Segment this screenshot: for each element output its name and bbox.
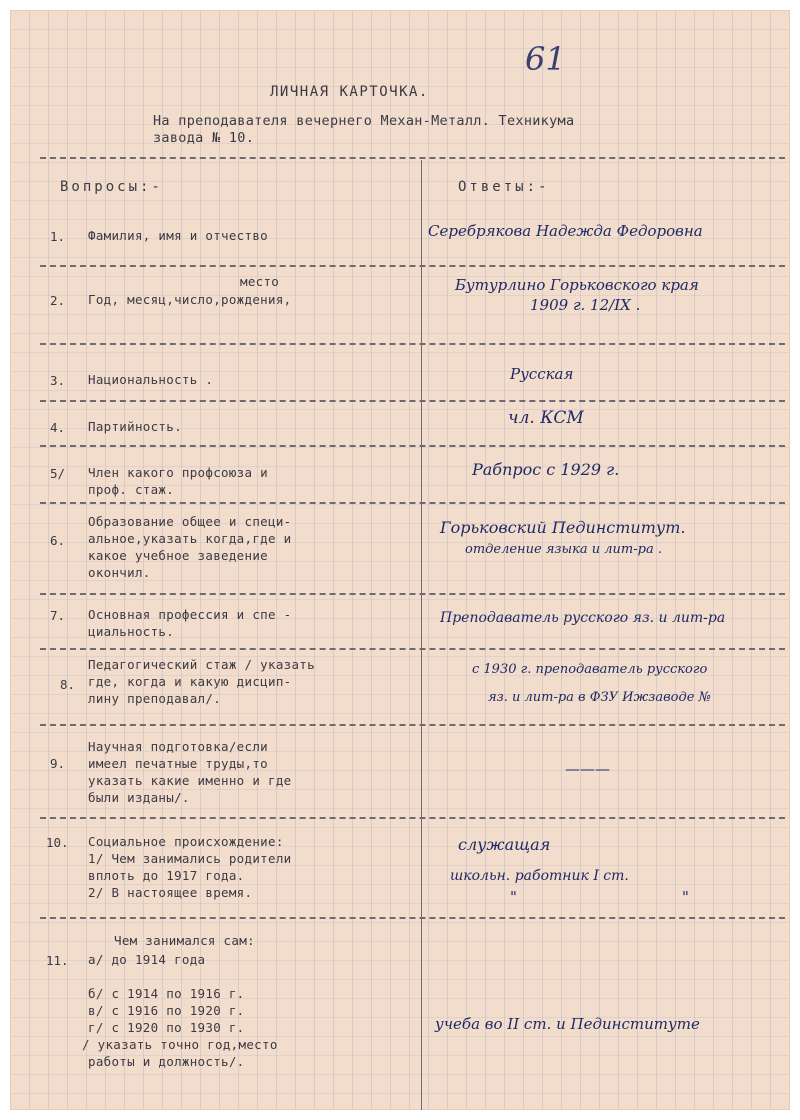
question-text: б/ с 1914 по 1916 г. — [88, 986, 245, 1001]
divider — [40, 157, 785, 159]
answer-own-occupation: учеба во II ст. и Пединституте — [435, 1015, 700, 1033]
question-text: были изданы/. — [88, 790, 190, 805]
question-text: Педагогический стаж / указать — [88, 657, 315, 672]
question-text: какое учебное заведение — [88, 548, 268, 563]
divider — [40, 445, 785, 447]
question-text: место — [240, 274, 280, 289]
answer-birth-date: 1909 г. 12/IX . — [530, 296, 641, 314]
divider — [40, 502, 785, 504]
divider — [40, 343, 785, 345]
answer-research: ——— — [565, 760, 610, 778]
document-subtitle-line-2: завода № 10. — [153, 130, 255, 146]
question-text: лину преподавал/. — [88, 691, 222, 706]
answer-full-name: Серебрякова Надежда Федоровна — [428, 222, 703, 240]
questions-header: Вопросы:- — [60, 179, 163, 195]
question-number: 7. — [50, 608, 66, 623]
answer-profession: Преподаватель русского яз. и лит-ра — [440, 610, 726, 626]
divider — [40, 400, 785, 402]
question-text: окончил. — [88, 565, 151, 580]
question-text: в/ с 1916 по 1920 г. — [88, 1003, 245, 1018]
divider — [40, 917, 785, 919]
question-number: 10. — [46, 835, 69, 850]
answer-education-dept: отделение языка и лит-ра . — [465, 542, 662, 557]
answer-origin-current: школьн. работник I ст. — [450, 868, 629, 884]
divider — [40, 648, 785, 650]
answer-origin-parents: служащая — [458, 835, 551, 854]
question-text: имеел печатные труды,то — [88, 756, 268, 771]
question-text: Год, месяц,число,рождения, — [88, 292, 292, 307]
question-text: Фамилия, имя и отчество — [88, 228, 268, 243]
ditto-mark: " — [510, 888, 517, 906]
question-text: Образование общее и специ- — [88, 514, 292, 529]
question-text: где, когда и какую дисцип- — [88, 674, 292, 689]
divider — [40, 817, 785, 819]
question-text: Национальность . — [88, 372, 214, 387]
question-number: 4. — [50, 420, 66, 435]
question-text: Социальное происхождение: — [88, 834, 284, 849]
question-number: 1. — [50, 229, 66, 244]
document-subtitle-line-1: На преподавателя вечернего Механ-Металл. Техникума — [153, 113, 575, 129]
answers-header: Ответы:- — [458, 179, 550, 195]
divider — [40, 724, 785, 726]
question-text: циальность. — [88, 624, 175, 639]
answer-nationality: Русская — [510, 365, 574, 383]
column-divider — [421, 160, 422, 1110]
ditto-mark: " — [682, 888, 689, 906]
divider — [40, 265, 785, 267]
question-text: указать какие именно и где — [88, 773, 292, 788]
question-text: работы и должность/. — [88, 1054, 245, 1069]
question-number: 5/ — [50, 466, 66, 481]
answer-birthplace: Бутурлино Горьковского края — [455, 276, 699, 294]
question-text: Партийность. — [88, 419, 182, 434]
question-text: а/ до 1914 года — [88, 952, 206, 967]
answer-party: чл. КСМ — [508, 408, 584, 428]
question-text: Научная подготовка/если — [88, 739, 268, 754]
answer-teaching-place: яз. и лит-ра в ФЗУ Ижзаводе № — [488, 690, 711, 705]
question-text: Основная профессия и спе - — [88, 607, 292, 622]
page-number: 61 — [525, 40, 566, 78]
question-text: 1/ Чем занимались родители — [88, 851, 292, 866]
question-number: 9. — [50, 756, 66, 771]
question-text: проф. стаж. — [88, 482, 175, 497]
question-number: 8. — [60, 677, 76, 692]
divider — [40, 593, 785, 595]
question-text: Член какого профсоюза и — [88, 465, 268, 480]
question-text: вплоть до 1917 года. — [88, 868, 245, 883]
question-number: 6. — [50, 533, 66, 548]
question-text: 2/ В настоящее время. — [88, 885, 253, 900]
question-number: 11. — [46, 953, 69, 968]
question-text: альное,указать когда,где и — [88, 531, 292, 546]
question-number: 2. — [50, 293, 66, 308]
question-text: / указать точно год,место — [82, 1037, 278, 1052]
document-title: ЛИЧНАЯ КАРТОЧКА. — [270, 84, 429, 100]
answer-education: Горьковский Пединститут. — [440, 518, 686, 537]
answer-union: Рабпрос с 1929 г. — [472, 460, 620, 479]
document-page — [10, 10, 790, 1110]
answer-teaching-experience: с 1930 г. преподаватель русского — [472, 662, 708, 677]
question-text: Чем занимался сам: — [114, 933, 255, 948]
question-number: 3. — [50, 373, 66, 388]
question-text: г/ с 1920 по 1930 г. — [88, 1020, 245, 1035]
